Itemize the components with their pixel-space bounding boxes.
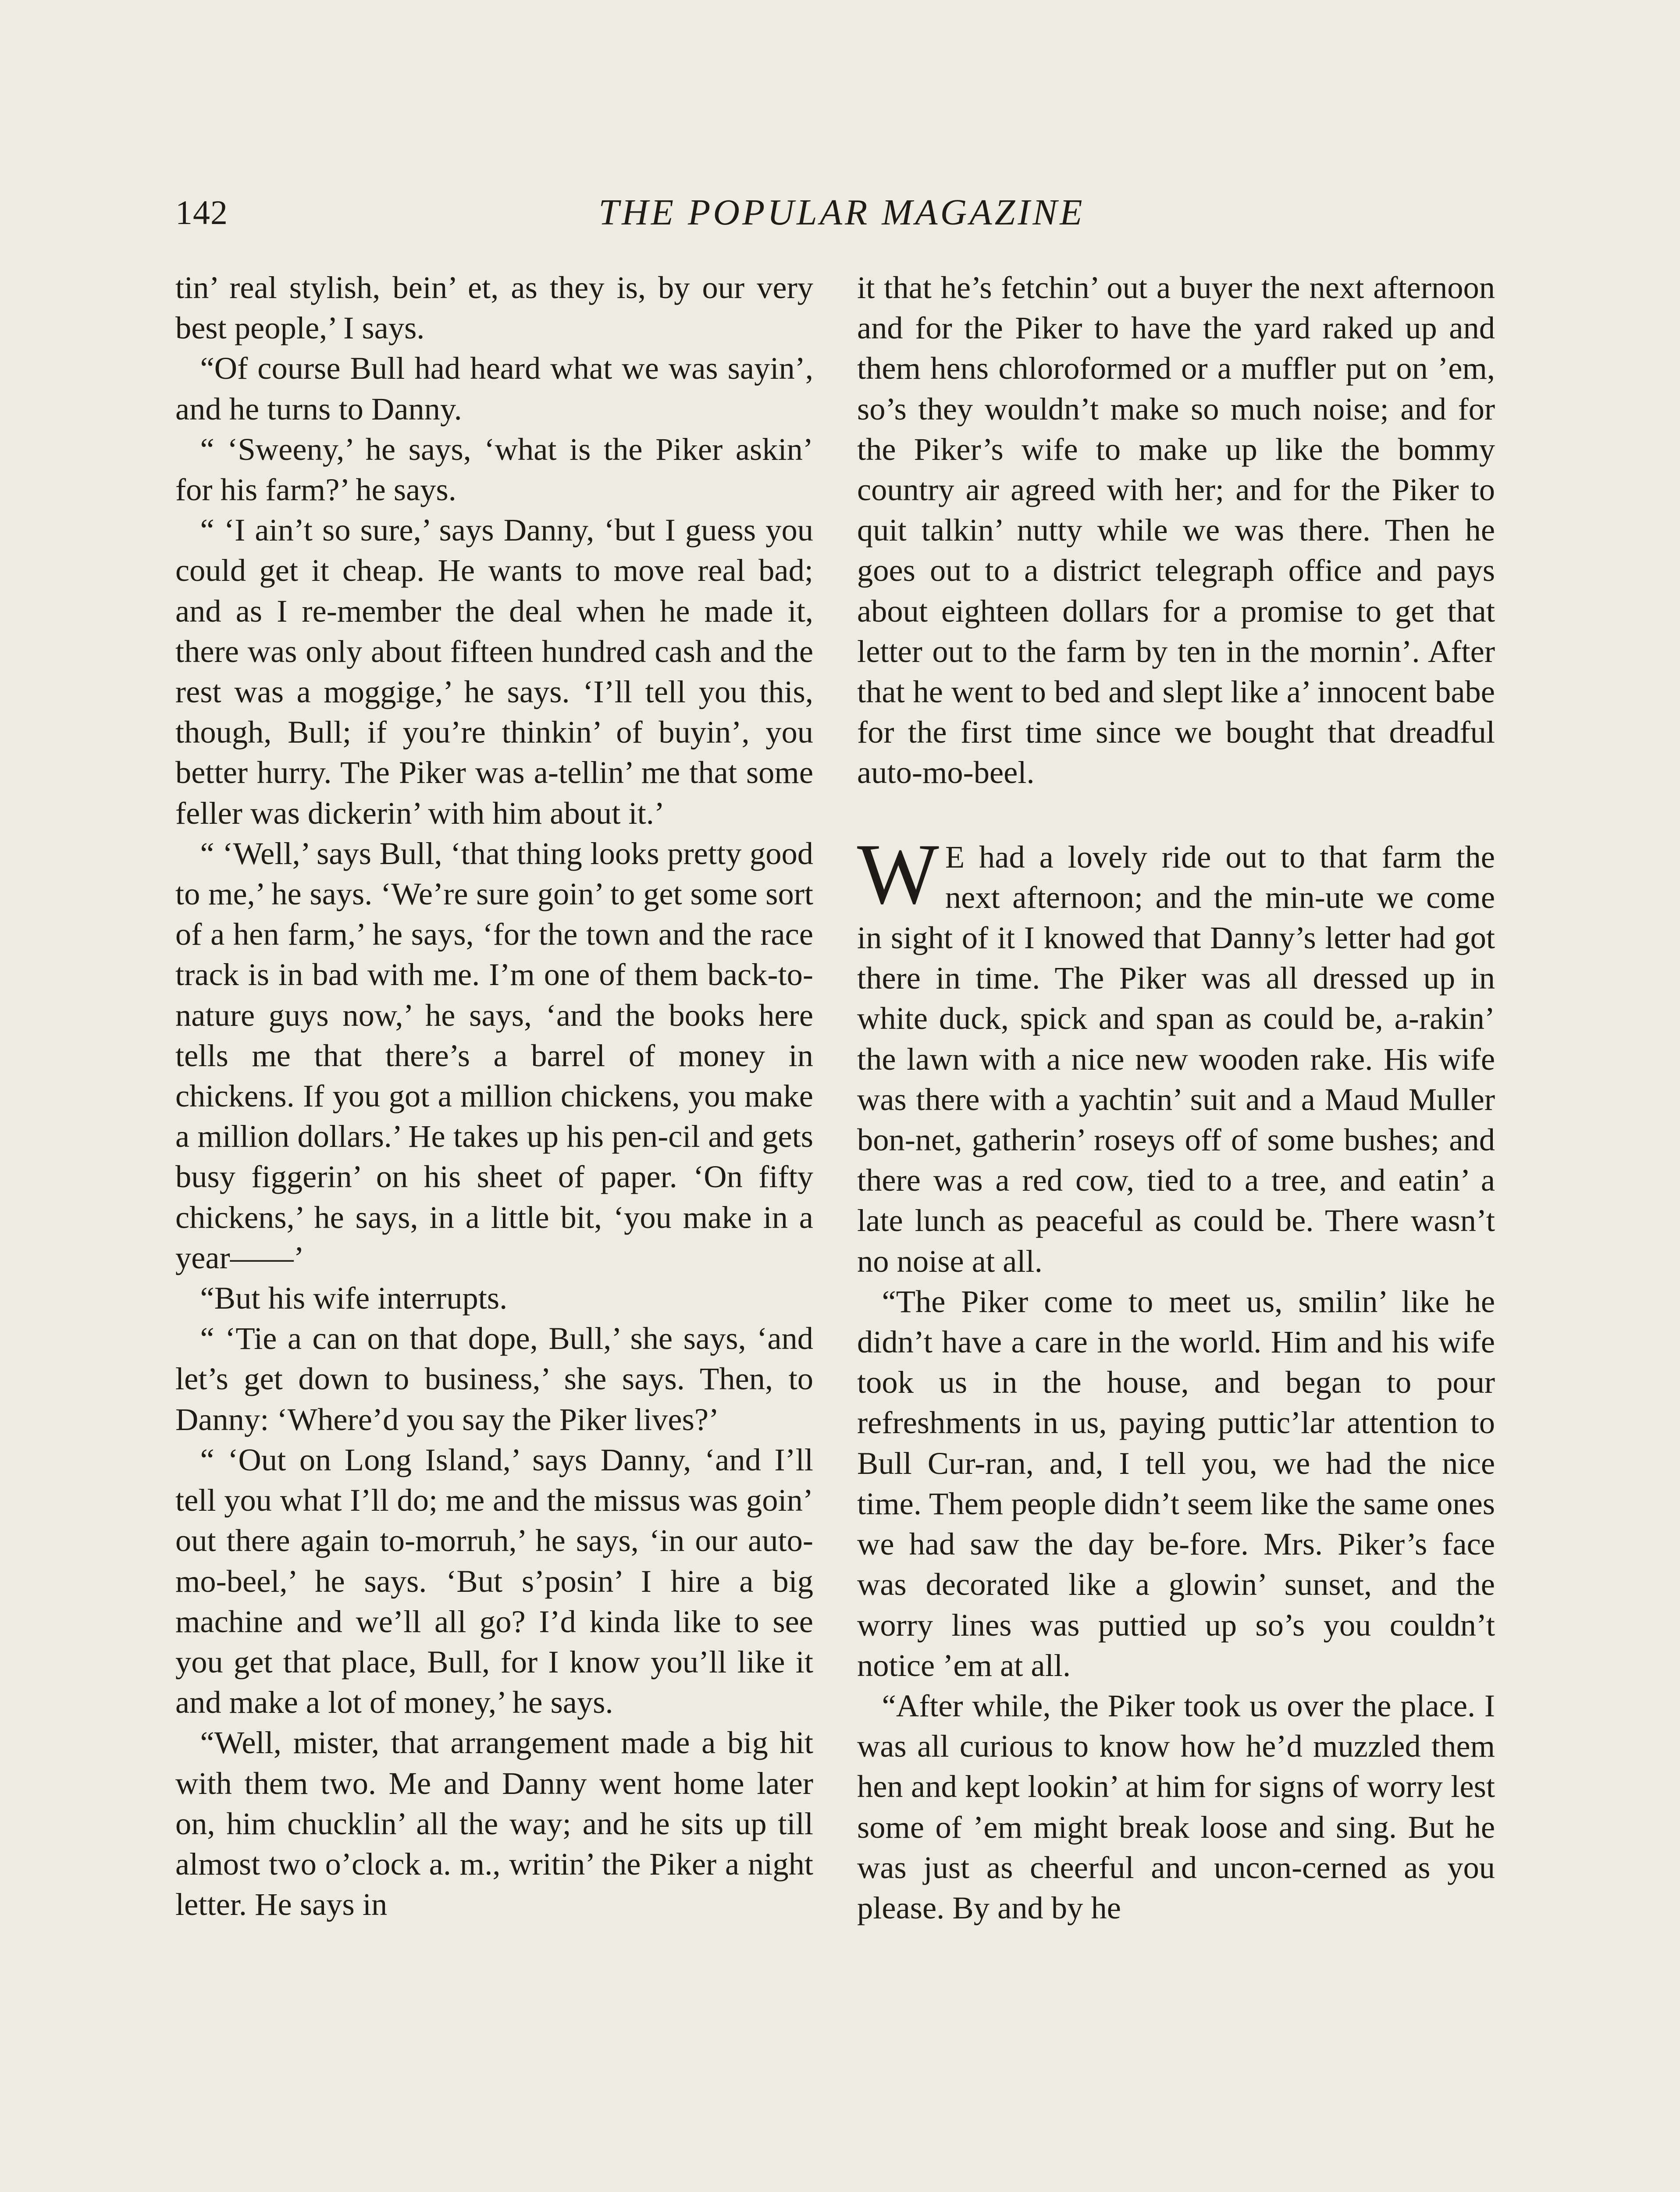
paragraph: “Of course Bull had heard what we was sayin’, and he turns to Danny. [175,350,813,427]
paragraph: “Well, mister, that arrangement made a big hit with them two. Me and Danny went home later on, him chucklin’ all the way; and he sits up till almost two o’clock a. m., writin’ the Piker a night letter. He says in [175,1725,813,1922]
paragraph: “After while, the Piker took us over the place. I was all curious to know how he’d muzzled them hen and kept lookin’ at him for signs of worry lest some of ’em might break loose and sing. But he was just as cheerful and uncon-cerned as you please. By and by he [857,1687,1495,1925]
right-column [857,267,1495,1928]
drop-cap: W [857,826,939,922]
paragraph: tin’ real stylish, bein’ et, as they is, by our very best people,’ I says. [175,270,813,346]
paragraph: it that he’s fetchin’ out a buyer the next afternoon and for the Piker to have the yard raked up and them hens chloroformed or a muffler put on ’em, so’s they wouldn’t make so much noise; and for the Piker’s wife to make up like the bommy country air agreed with her; and for the Piker to quit talkin’ nutty while we was there. Then he goes out to a district telegraph office and pays about eighteen dollars for a promise to get that letter out to the farm by ten in the mornin’. After that he went to bed and slept like a’ innocent babe for the first time since we bought that dreadful auto-mo-beel. [857,270,1495,790]
paragraph: “ ‘I ain’t so sure,’ says Danny, ‘but I guess you could get it cheap. He wants to move real bad; and as I re-member the deal when he made it, there was only about fifteen hundred cash and the rest was a moggige,’ he says. ‘I’ll tell you this, though, Bull; if you’re thinkin’ of buyin’, you better hurry. The Piker was a-tellin’ me that some feller was dickerin’ with him about it.’ [175,512,813,831]
page-header [175,189,1508,237]
paragraph: “The Piker come to meet us, smilin’ like he didn’t have a care in the world. Him and his wife took us in the house, and began to pour refreshments in us, paying puttic’lar attention to Bull Cur-ran, and, I tell you, we had the nice time. Them people didn’t seem like the same ones we had saw the day be-fore. Mrs. Piker’s face was decorated like a glowin’ sunset, and the worry lines was puttied up so’s you couldn’t notice ’em at all. [857,1283,1495,1683]
paragraph: “ ‘Out on Long Island,’ says Danny, ‘and I’ll tell you what I’ll do; me and the missus was goin’ out there again to-morruh,’ he says, ‘in our auto-mo-beel,’ he says. ‘But s’posin’ I hire a big machine and we’ll all go? I’d kinda like to see you get that place, Bull, for I know you’ll like it and make a lot of money,’ he says. [175,1441,813,1720]
page-number: 142 [175,193,228,231]
paragraph: “ ‘Sweeny,’ he says, ‘what is the Piker askin’ for his farm?’ he says. [175,431,813,508]
section-start-text: E had a lovely ride out to that farm the next afternoon; and the min-ute we come in sight of it I knowed that Danny’s letter had got there in time. The Piker was all dressed up in white duck, spick and span as could be, a-rakin’ the lawn with a nice new wooden rake. His wife was there with a yachtin’ suit and a Maud Muller bon-net, gatherin’ roseys off of some bushes; and there was a red cow, tied to a tree, and eatin’ a late lunch as peaceful as could be. There wasn’t no noise at all. [857,839,1495,1279]
paragraph: “ ‘Tie a can on that dope, Bull,’ she says, ‘and let’s get down to business,’ she says. Then, to Danny: ‘Where’d you say the Piker lives?’ [175,1320,813,1437]
section-start-paragraph [857,826,1495,1281]
paragraph: “ ‘Well,’ says Bull, ‘that thing looks pretty good to me,’ he says. ‘We’re sure goin’ to get some sort of a hen farm,’ he says, ‘for the town and the race track is in bad with me. I’m one of them back-to-nature guys now,’ he says, ‘and the books here tells me that there’s a barrel of money in chickens. If you got a million chickens, you make a million dollars.’ He takes up his pen-cil and gets busy figgerin’ on his sheet of paper. ‘On fifty chickens,’ he says, in a little bit, ‘you make in a year——’ [175,835,813,1275]
running-head: THE POPULAR MAGAZINE [598,192,1085,233]
paragraph: “But his wife interrupts. [200,1280,508,1316]
left-column [175,267,813,1925]
